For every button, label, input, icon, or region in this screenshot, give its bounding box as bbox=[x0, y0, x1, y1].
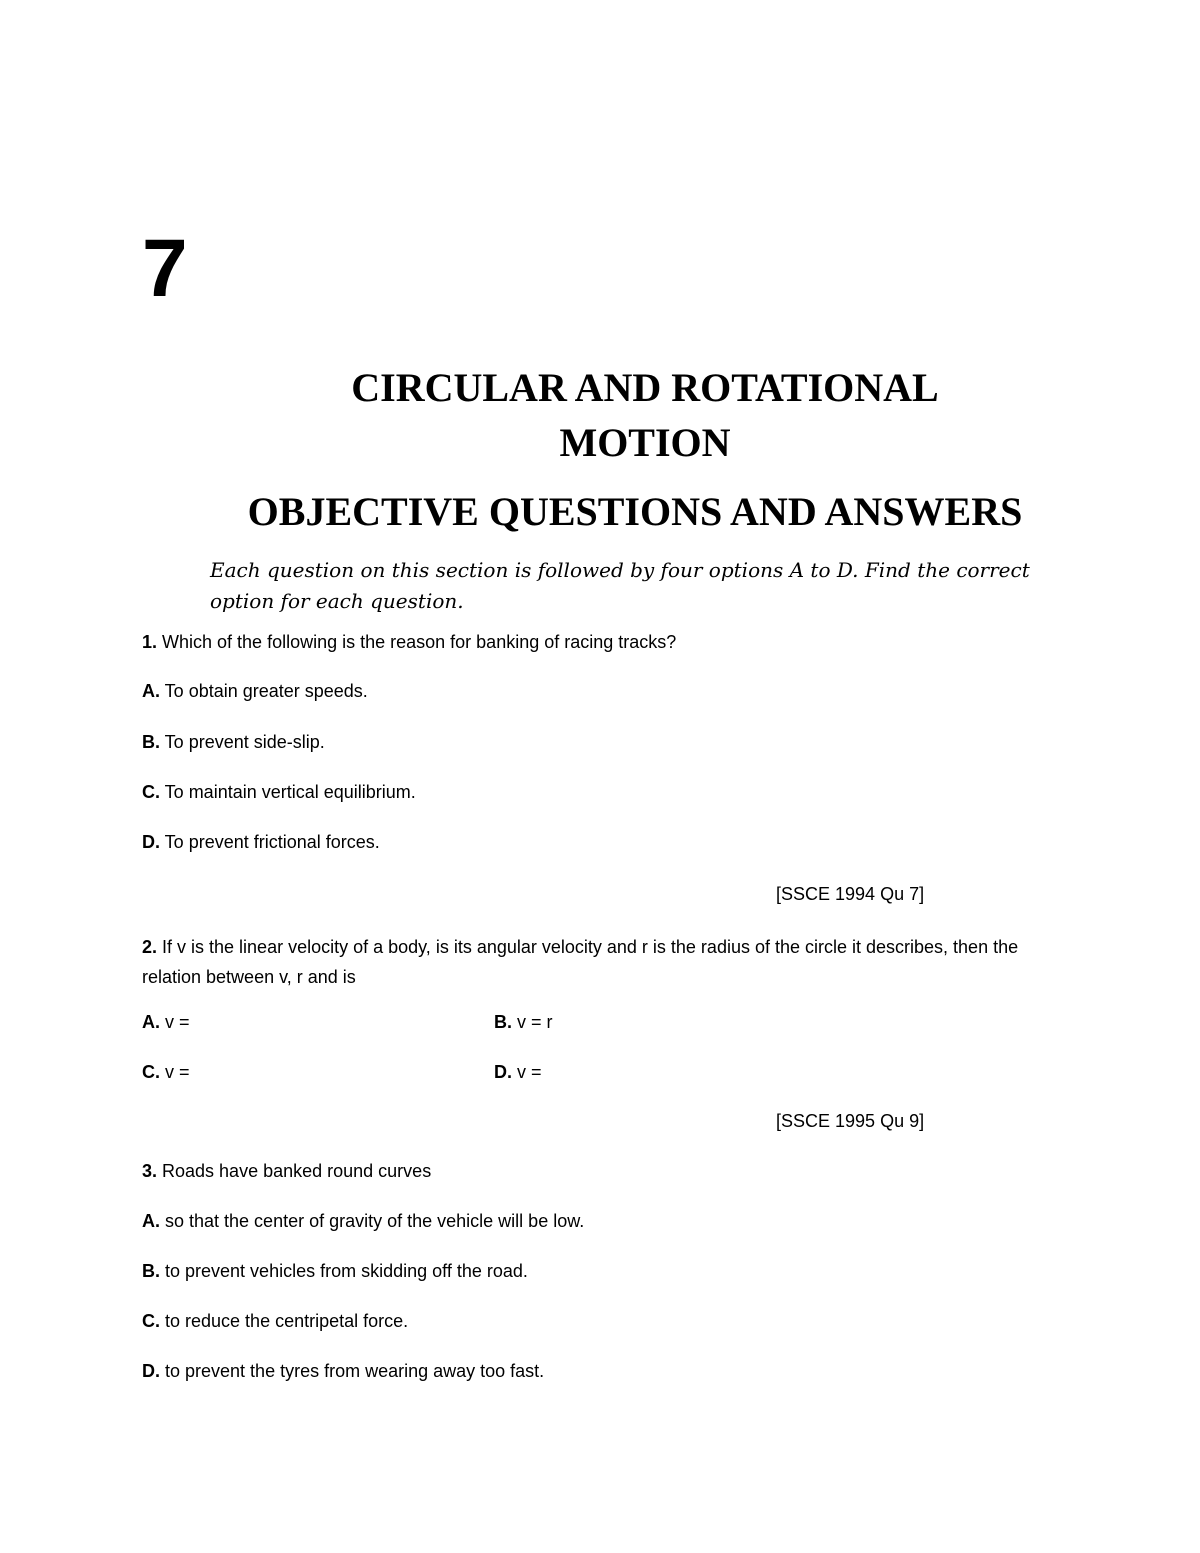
option-letter: C. bbox=[142, 1311, 160, 1331]
option-text: so that the center of gravity of the vehicle will be low. bbox=[160, 1211, 585, 1231]
question-text: Which of the following is the reason for banking of racing tracks? bbox=[157, 632, 677, 652]
option-text: v = bbox=[160, 1062, 190, 1082]
option-letter: D. bbox=[494, 1062, 512, 1082]
option-text: v = bbox=[160, 1012, 190, 1032]
q2-option-a bbox=[142, 1013, 190, 1031]
question-text: If v is the linear velocity of a body, is its angular velocity and r is the radius of the circle it describes, then the relation between v, r and is bbox=[142, 937, 1019, 987]
option-text: To prevent frictional forces. bbox=[160, 832, 380, 852]
question-2 bbox=[142, 932, 1072, 992]
option-text: To prevent side-slip. bbox=[160, 732, 325, 752]
q2-option-b bbox=[494, 1013, 553, 1031]
section-subtitle: OBJECTIVE QUESTIONS AND ANSWERS bbox=[247, 489, 1023, 534]
option-letter: D. bbox=[142, 832, 160, 852]
q2-option-c bbox=[142, 1063, 190, 1081]
q1-option-a bbox=[142, 682, 368, 700]
q2-source: [SSCE 1995 Qu 9] bbox=[776, 1111, 925, 1131]
option-letter: C. bbox=[142, 782, 160, 802]
option-letter: B. bbox=[142, 1261, 160, 1281]
q1-option-b bbox=[142, 733, 325, 751]
option-text: to prevent the tyres from wearing away too fast. bbox=[160, 1361, 545, 1381]
option-letter: B. bbox=[494, 1012, 512, 1032]
question-number: 2. bbox=[142, 937, 158, 957]
option-text: To maintain vertical equilibrium. bbox=[160, 782, 416, 802]
option-letter: C. bbox=[142, 1062, 160, 1082]
question-1 bbox=[142, 633, 676, 651]
q1-source: [SSCE 1994 Qu 7] bbox=[776, 884, 925, 904]
chapter-number: 7 bbox=[142, 223, 188, 314]
instructions: Each question on this section is followed by four options A to D. Find the correct option for each question. bbox=[210, 558, 1030, 613]
option-text: to prevent vehicles from skidding off the road. bbox=[160, 1261, 528, 1281]
title-line-2: MOTION bbox=[559, 420, 731, 465]
title-line-1: CIRCULAR AND ROTATIONAL bbox=[351, 365, 939, 410]
option-text: v = bbox=[512, 1062, 542, 1082]
option-text: to reduce the centripetal force. bbox=[160, 1311, 409, 1331]
option-text: v = r bbox=[512, 1012, 553, 1032]
option-letter: D. bbox=[142, 1361, 160, 1381]
question-number: 3. bbox=[142, 1161, 158, 1181]
option-letter: A. bbox=[142, 681, 160, 701]
q2-option-d bbox=[494, 1063, 542, 1081]
question-number: 1. bbox=[142, 632, 158, 652]
option-letter: B. bbox=[142, 732, 160, 752]
question-3 bbox=[142, 1162, 431, 1180]
q1-option-c bbox=[142, 783, 416, 801]
option-text: To obtain greater speeds. bbox=[160, 681, 368, 701]
q1-option-d bbox=[142, 833, 380, 851]
q3-option-a bbox=[142, 1212, 584, 1230]
q3-option-d bbox=[142, 1362, 544, 1380]
q3-option-c bbox=[142, 1312, 408, 1330]
question-text: Roads have banked round curves bbox=[157, 1161, 432, 1181]
option-letter: A. bbox=[142, 1211, 160, 1231]
q3-option-b bbox=[142, 1262, 528, 1280]
option-letter: A. bbox=[142, 1012, 160, 1032]
